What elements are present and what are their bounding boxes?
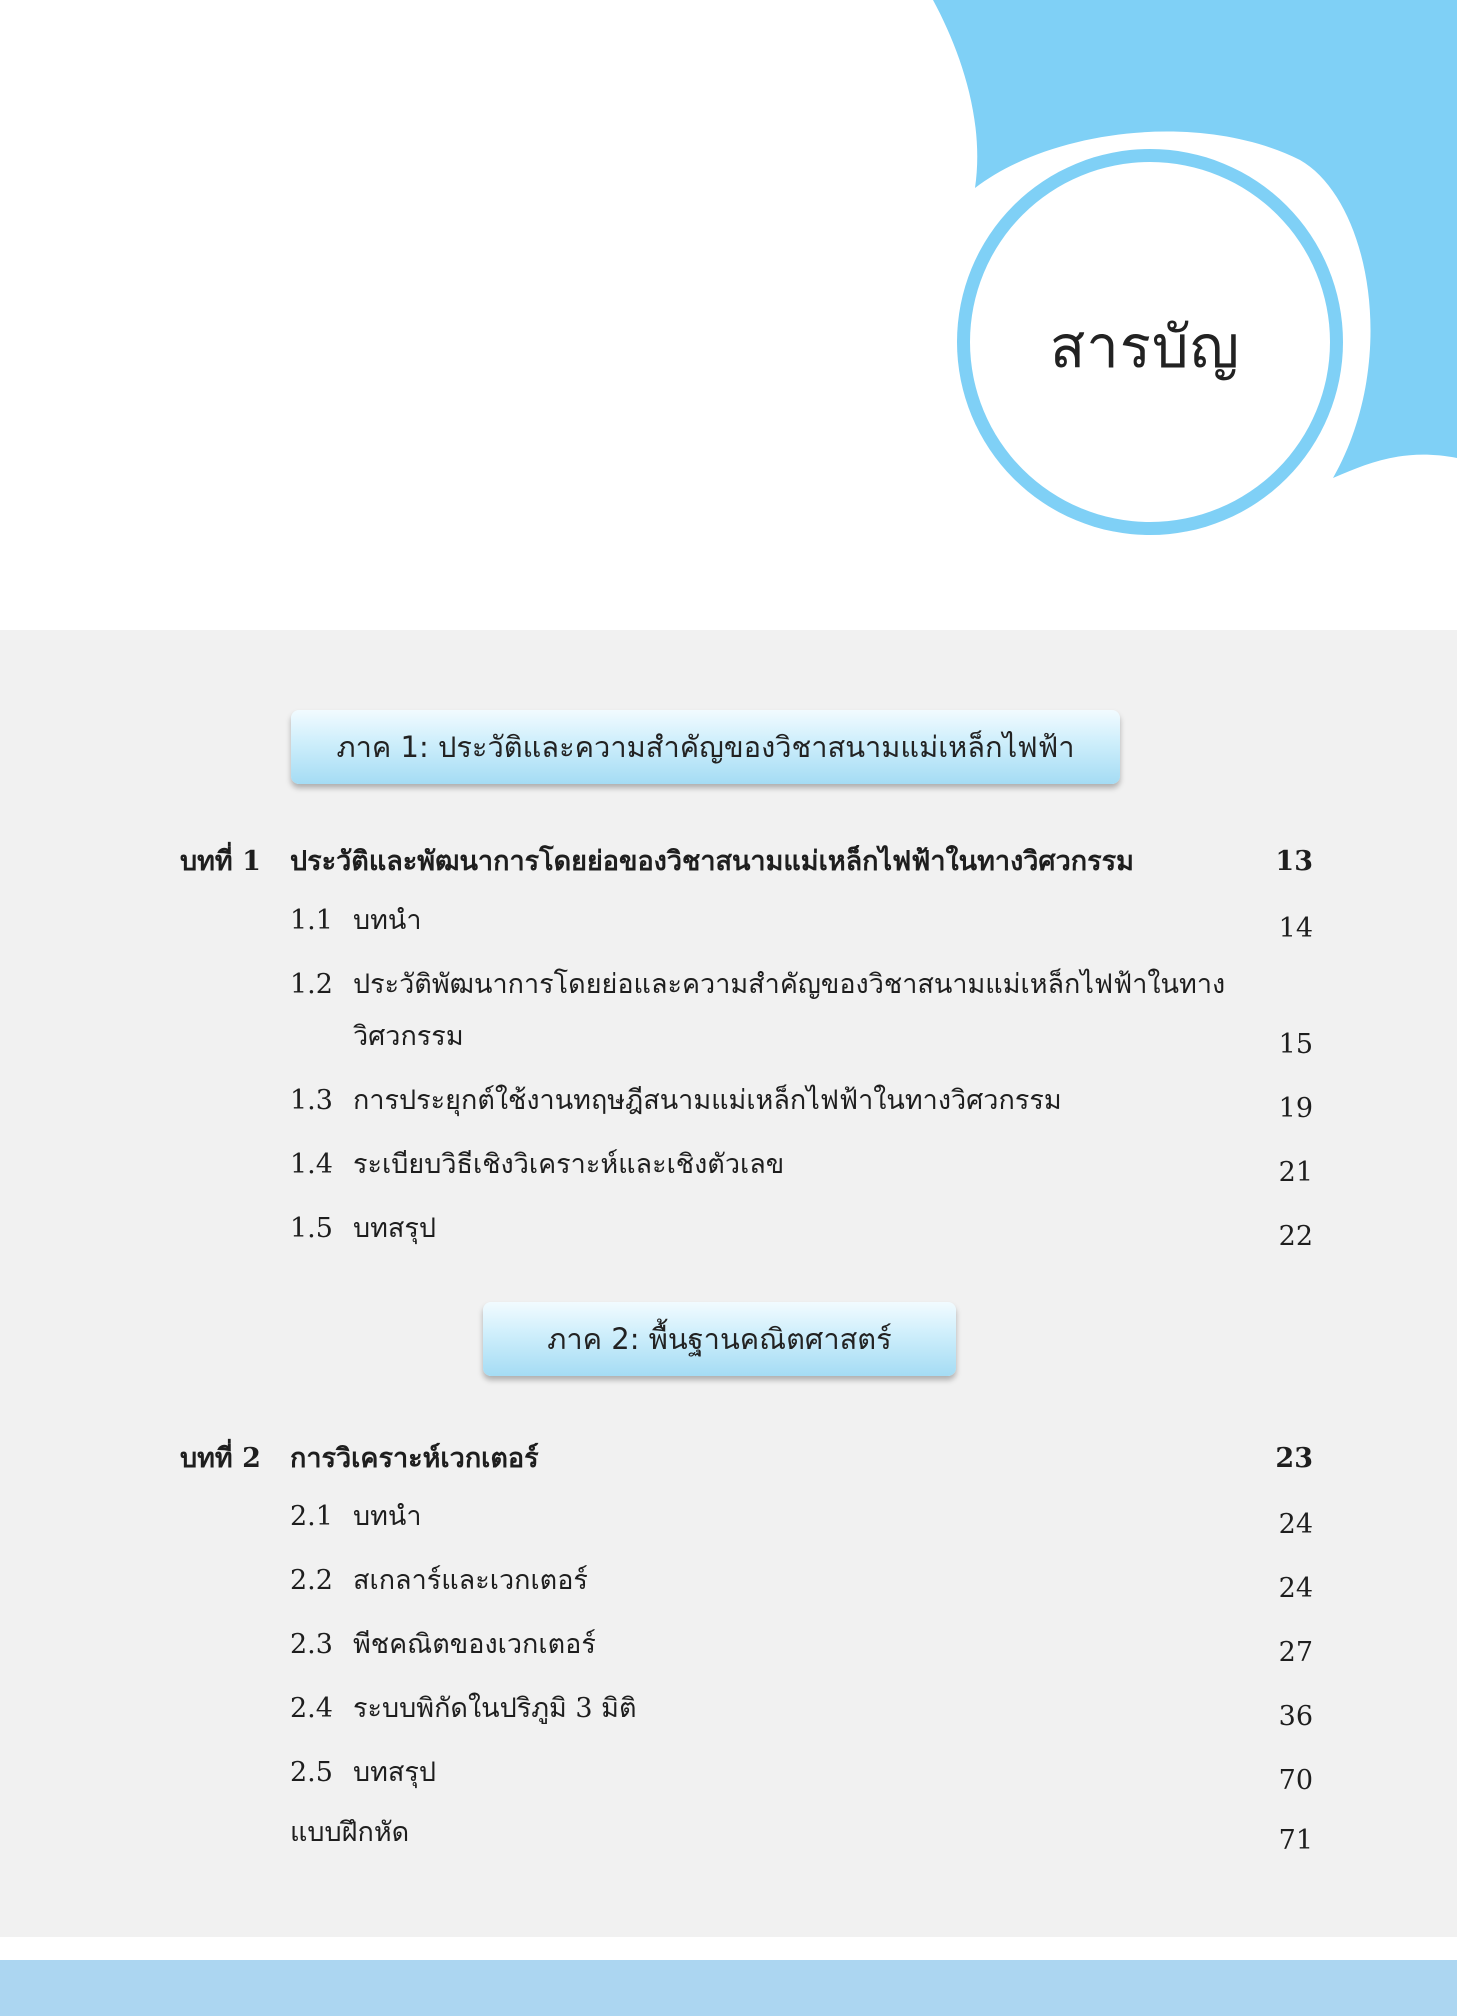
part-1-label: ภาค 1: ประวัติและความสำคัญของวิชาสนามแม่เหล็กไฟฟ้า [336, 730, 1075, 764]
section-number: 2.2 [290, 1565, 333, 1596]
exercises-title: แบบฝึกหัด [290, 1817, 410, 1848]
page-number: 36 [1278, 1701, 1313, 1732]
section-title: ระบบพิกัดในปริภูมิ 3 มิติ [353, 1693, 637, 1724]
section-title: บทนำ [353, 905, 422, 936]
page-number: 24 [1278, 1509, 1313, 1540]
section-number: 2.5 [290, 1757, 333, 1788]
section-title: การประยุกต์ใช้งานทฤษฎีสนามแม่เหล็กไฟฟ้าในทางวิศวกรรม [353, 1085, 1062, 1116]
toc-entry-1-2[interactable] [0, 968, 1457, 1060]
page-number: 15 [1278, 1029, 1313, 1060]
section-title: ประวัติพัฒนาการโดยย่อและความสำคัญของวิชาสนามแม่เหล็กไฟฟ้าในทาง [353, 969, 1226, 1000]
section-title-continued: วิศวกรรม [353, 1021, 464, 1052]
section-title: ระเบียบวิธีเชิงวิเคราะห์และเชิงตัวเลข [353, 1149, 785, 1180]
page-number: 13 [1275, 846, 1313, 877]
page-number: 24 [1278, 1573, 1313, 1604]
page-number: 22 [1278, 1221, 1313, 1252]
chapter-label: บทที่ 1 [180, 846, 261, 877]
chapter-title: ประวัติและพัฒนาการโดยย่อของวิชาสนามแม่เหล็กไฟฟ้าในทางวิศวกรรม [290, 846, 1134, 877]
part-2-label: ภาค 2: พื้นฐานคณิตศาสตร์ [547, 1322, 892, 1356]
part-2-banner [483, 1302, 956, 1376]
section-number: 1.5 [290, 1213, 333, 1244]
section-title: สเกลาร์และเวกเตอร์ [353, 1565, 588, 1596]
section-title: บทสรุป [353, 1213, 437, 1244]
page-number: 27 [1278, 1637, 1313, 1668]
toc-content [0, 630, 1457, 1937]
page-number: 71 [1278, 1825, 1313, 1856]
section-number: 2.4 [290, 1693, 333, 1724]
section-title: พีชคณิตของเวกเตอร์ [353, 1629, 596, 1660]
page-title: สารบัญ [1049, 313, 1241, 381]
bottom-band [0, 1960, 1457, 2016]
page-number: 23 [1275, 1443, 1313, 1474]
page-number: 21 [1278, 1157, 1313, 1188]
chapter-title: การวิเคราะห์เวกเตอร์ [290, 1443, 539, 1474]
section-number: 1.1 [290, 905, 333, 936]
section-number: 2.3 [290, 1629, 333, 1660]
section-number: 1.2 [290, 969, 333, 1000]
section-title: บทสรุป [353, 1757, 437, 1788]
section-number: 1.3 [290, 1085, 333, 1116]
section-number: 2.1 [290, 1501, 333, 1532]
page-number: 14 [1278, 913, 1313, 944]
section-title: บทนำ [353, 1501, 422, 1532]
section-number: 1.4 [290, 1149, 333, 1180]
chapter-label: บทที่ 2 [180, 1443, 261, 1474]
page-number: 19 [1278, 1093, 1313, 1124]
page-number: 70 [1278, 1765, 1313, 1796]
part-1-banner [291, 710, 1120, 784]
